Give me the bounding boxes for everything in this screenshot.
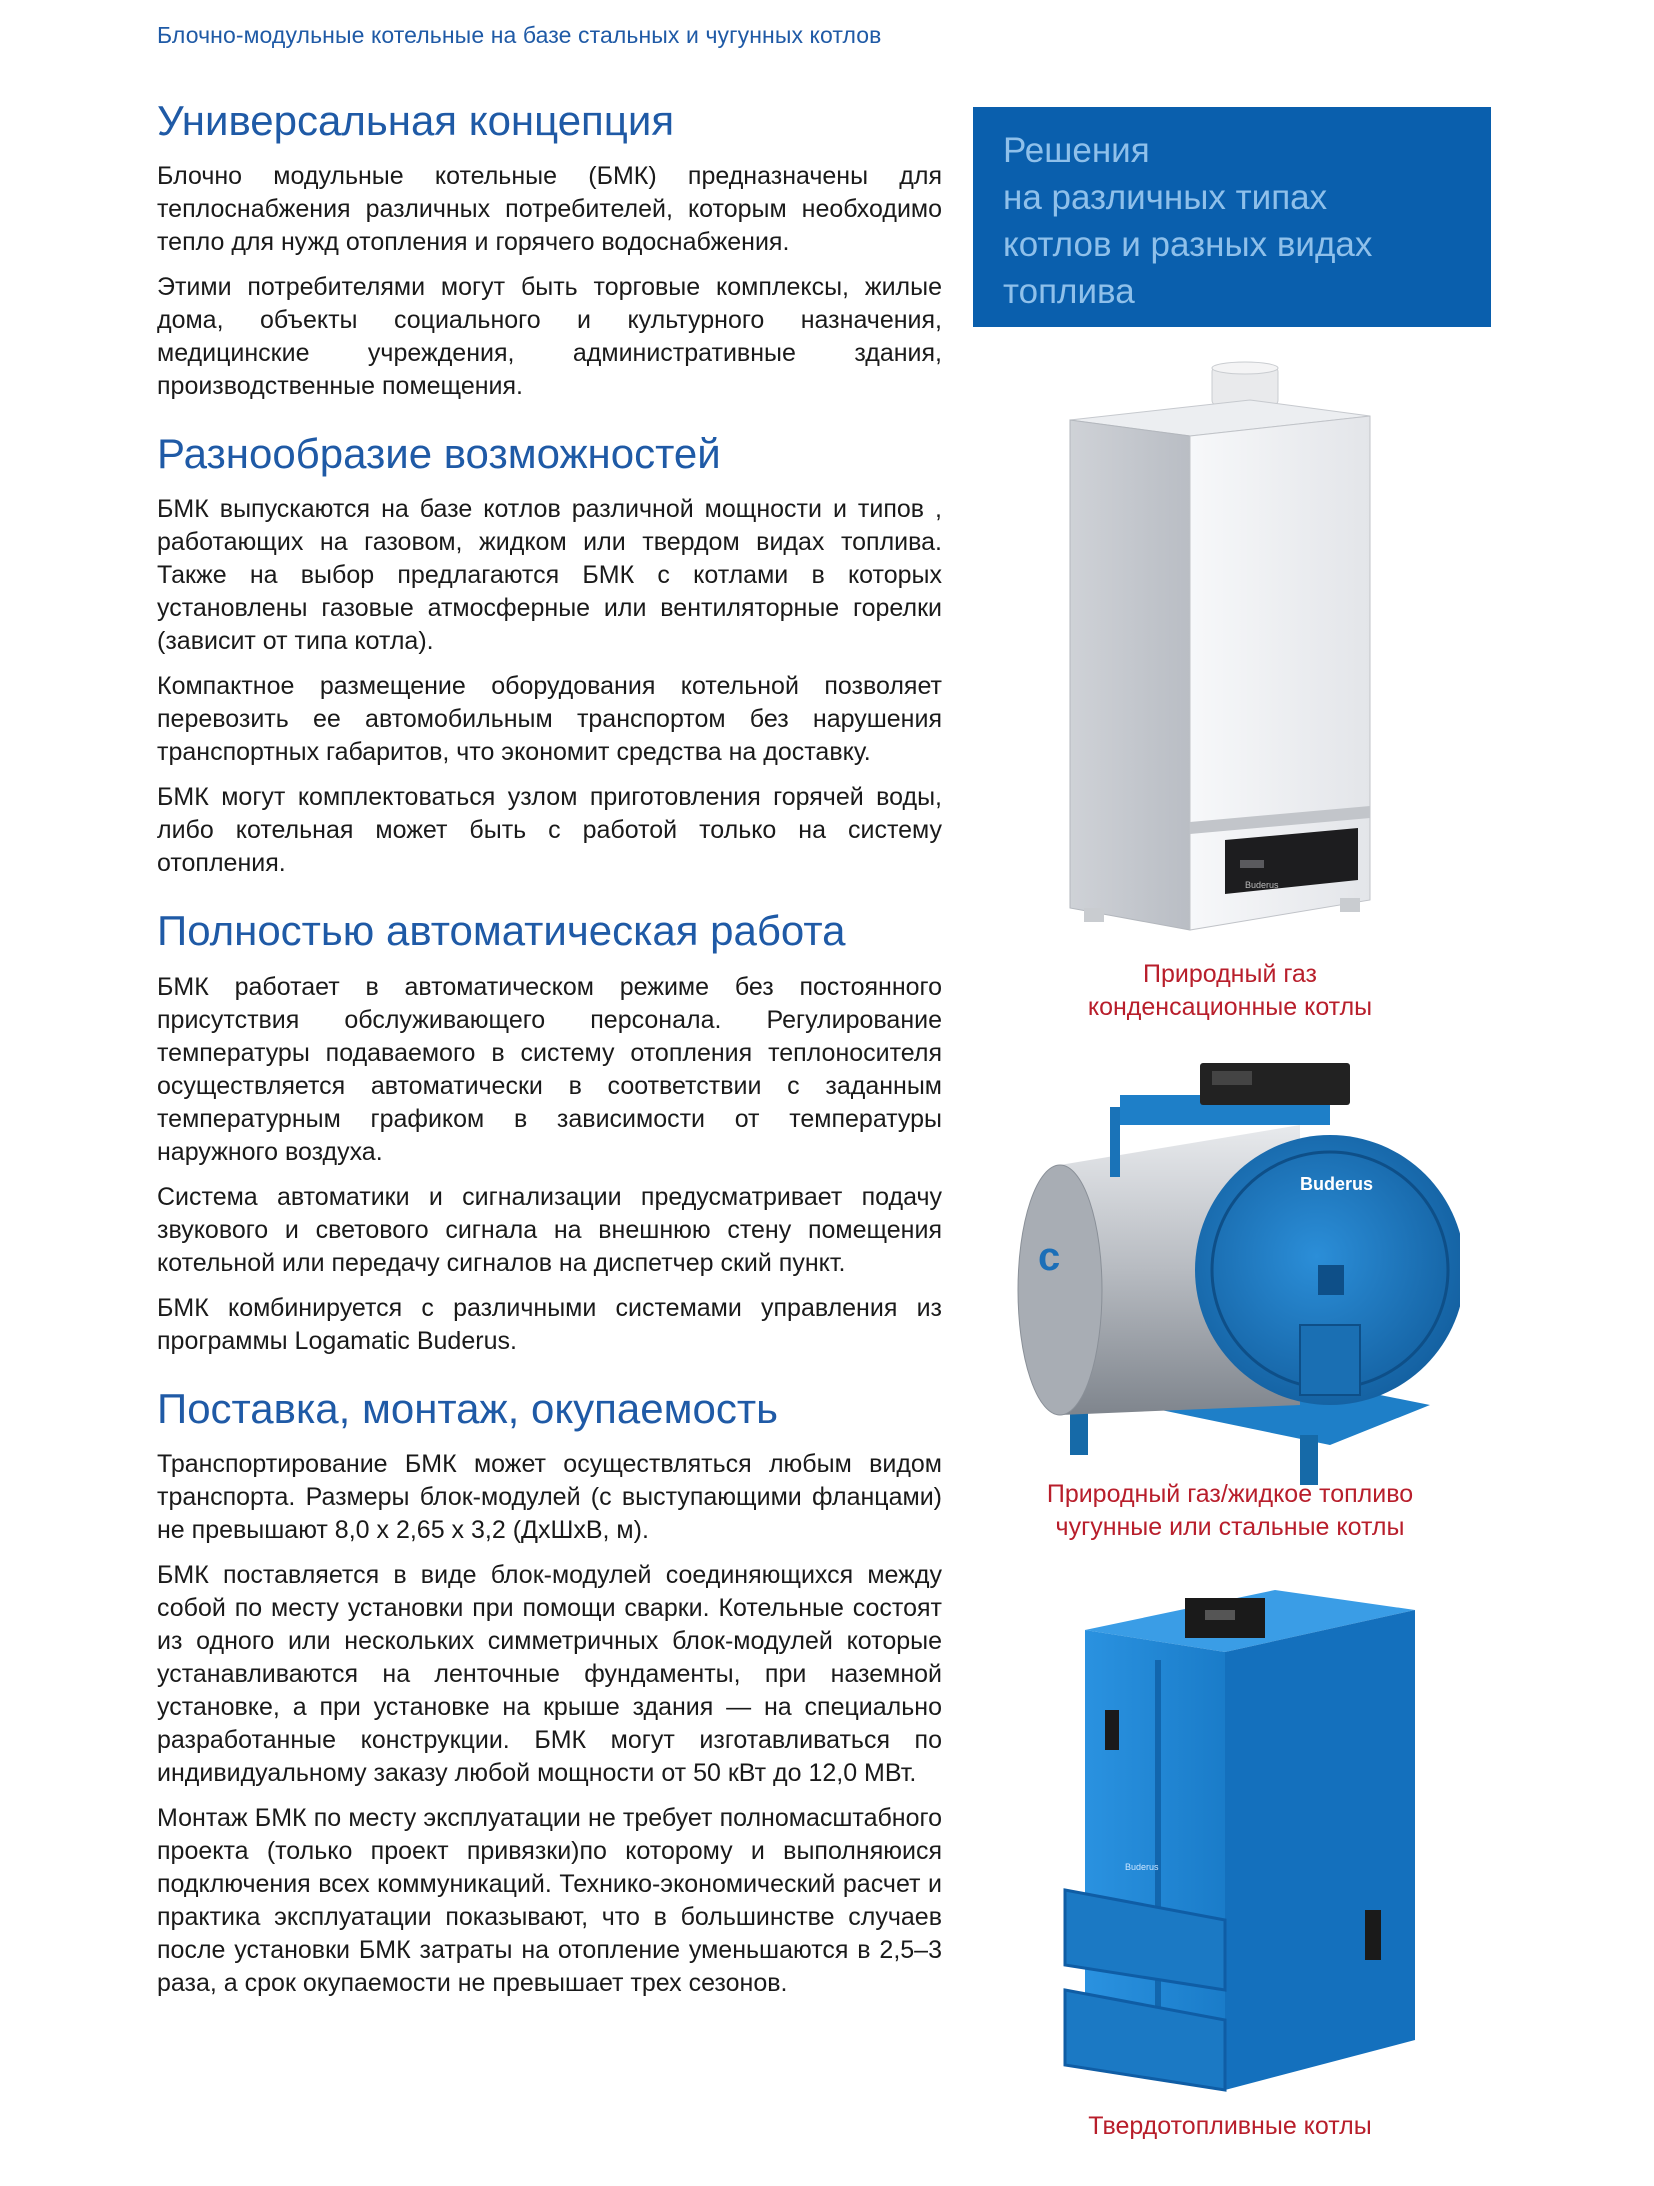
running-header: Блочно-модульные котельные на базе стальных и чугунных котлов [157, 22, 882, 48]
section-title: Универсальная концепция [157, 97, 675, 144]
banner-line: Решения [1003, 131, 1150, 170]
paragraph: Этими потребителями могут быть торговые комплексы, жилые дома, объекты социального и культурного назначения, медицинские учреждения, административные здания, производственные помещения. [157, 273, 942, 401]
brand-logo: Buderus [1300, 1174, 1374, 1194]
section-title: Поставка, монтаж, окупаемость [157, 1384, 778, 1432]
caption-line: Природный газ [1142, 960, 1318, 988]
section-title: Полностью автоматическая работа [157, 907, 846, 955]
solid-fuel-boiler-image [1045, 1570, 1435, 2100]
caption-steel-boilers [970, 1478, 1490, 1544]
paragraph: Транспортирование БМК может осуществляться любым видом транспорта. Размеры блок-модулей (с выступающими фланцами) не превышают 8,0 х 2,65 х 3,2 (ДхШхВ, м). [157, 1449, 942, 1544]
paragraph: БМК выпускаются на базе котлов различной мощности и типов , работающих на газовом, жидком или твердом видах топлива. Также на выбор предлагаются БМК с котлами в которых установлены газовые атмосферные или вентиляторные горелки (зависит от типа котла). [157, 495, 942, 656]
section-variety [157, 431, 942, 880]
section-title: Разнообразие возможностей [157, 430, 721, 478]
caption-line: Природный газ/жидкое топливо [1046, 1480, 1414, 1508]
paragraph: БМК могут комплектоваться узлом приготовления горячей воды, либо котельная может быть с работой только на систему отопления. [157, 783, 942, 878]
brand-mark-icon: c [1038, 1235, 1061, 1279]
solutions-banner [973, 107, 1491, 327]
caption-line: конденсационные котлы [1087, 993, 1373, 1021]
paragraph: Монтаж БМК по месту эксплуатации не требует полномасштабного проекта (только проект привязки)по которому и выполняюися подключения всех коммуникаций. Технико-экономический расчет и практика эксплуатации показывают, что в большинстве случаев после установки БМК затраты на отопление уменьшаются в 2,5–3 раза, а срок окупаемости не превышает трех сезонов. [157, 1803, 942, 1997]
main-text-column [157, 98, 942, 2028]
caption-line: чугунные или стальные котлы [1055, 1513, 1405, 1541]
steel-boiler-image [1000, 1055, 1460, 1495]
condensing-boiler-image [1040, 360, 1420, 940]
caption-solid-fuel-boilers [970, 2110, 1490, 2143]
brand-logo: Buderus [1245, 880, 1279, 890]
banner-line: котлов и разных видах [1003, 225, 1373, 264]
caption-line: Твердотопливные котлы [1088, 2112, 1372, 2140]
caption-condensing-boilers [970, 958, 1490, 1024]
paragraph: Система автоматики и сигнализации предусматривает подачу звукового и светового сигнала на внешнюю стену помещения котельной или передачу сигналов на диспетчер ский пункт. [157, 1182, 942, 1277]
banner-line: на различных типах [1003, 178, 1328, 217]
paragraph: БМК работает в автоматическом режиме без постоянного присутствия обслуживающего персонала. Регулирование температуры подаваемого в систему отопления теплоносителя осуществляется автоматически в соответствии с заданным температурным графиком в зависимости от температуры наружного воздуха. [157, 972, 942, 1166]
paragraph: Компактное размещение оборудования котельной позволяет перевозить ее автомобильным транспортом без нарушения транспортных габаритов, что экономит средства на доставку. [157, 672, 942, 767]
paragraph: БМК комбинируется с различными системами управления из программы Logamatic Buderus. [157, 1293, 942, 1355]
paragraph: Блочно модульные котельные (БМК) предназначены для теплоснабжения различных потребителей, которым необходимо тепло для нужд отопления и горячего водоснабжения. [157, 162, 942, 257]
paragraph: БМК поставляется в виде блок-модулей соединяющихся между собой по месту установки при помощи сварки. Котельные состоят из одного или нескольких симметричных блок-модулей которые устанавливаются на ленточные фундаменты, при наземной установке, а при установке на крыше здания — на специально разработанные конструкции. БМК могут изготавливаться по индивидуальному заказу любой мощности от 50 кВт до 12,0 МВт. [157, 1560, 942, 1787]
section-automatic [157, 908, 942, 1357]
section-universal-concept [157, 98, 942, 403]
section-delivery [157, 1386, 942, 2000]
brand-logo: Buderus [1125, 1862, 1159, 1872]
banner-line: топлива [1003, 272, 1135, 311]
